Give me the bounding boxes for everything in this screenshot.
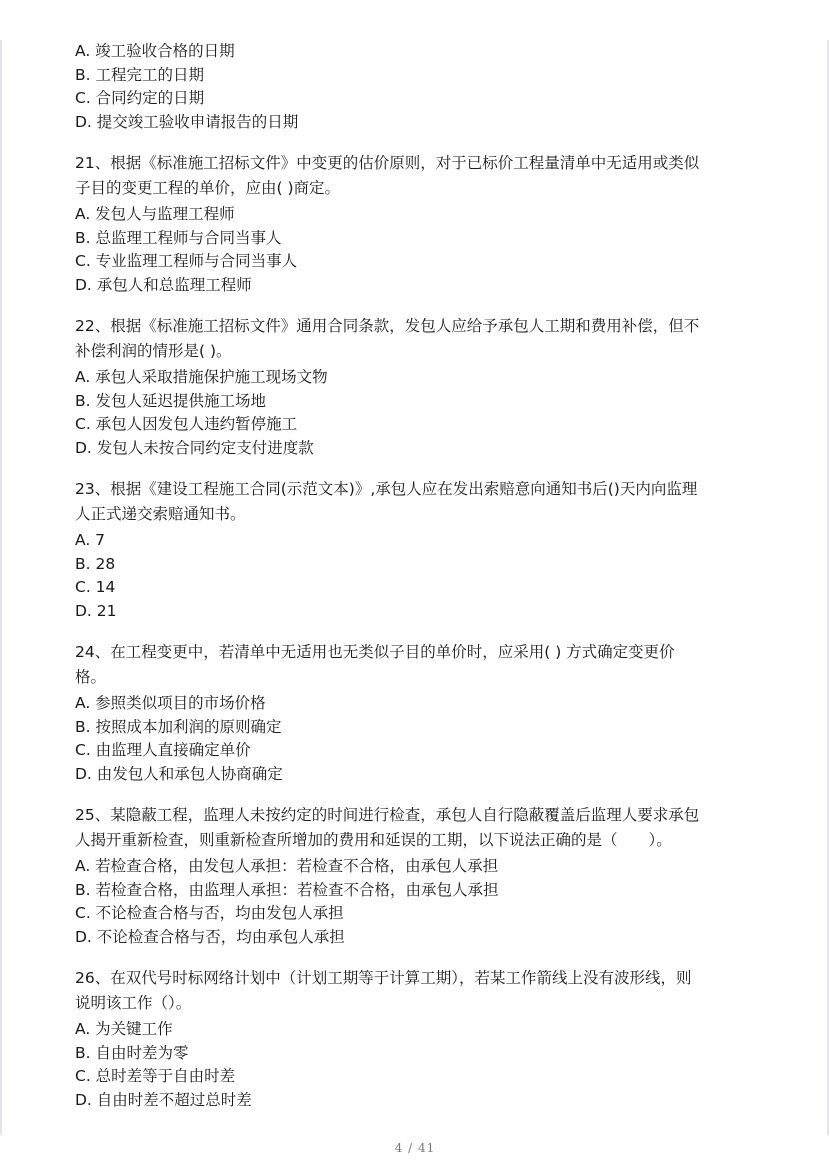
option-b: B. 总监理工程师与合同当事人 — [75, 228, 282, 247]
document-page-content — [75, 40, 765, 1129]
stem-line: 25、某隐蔽工程，监理人未按约定的时间进行检查，承包人自行隐蔽覆盖后监理人要求承包 — [75, 806, 700, 824]
option-a: A. 竣工验收合格的日期 — [75, 42, 235, 60]
stem-line: 22、根据《标准施工招标文件》通用合同条款，发包人应给予承包人工期和费用补偿，但不 — [75, 317, 700, 335]
stem-line: 格。 — [75, 668, 107, 686]
question-26 — [75, 966, 765, 1112]
stem-line: 21、根据《标准施工招标文件》中变更的估价原则，对于已标价工程量清单中无适用或类似 — [75, 154, 700, 172]
question-stem — [75, 640, 765, 690]
stem-line: 说明该工作（）。 — [75, 994, 192, 1012]
option-a: A. 参照类似项目的市场价格 — [75, 694, 266, 712]
option-a: A. 若检查合格，由发包人承担：若检查不合格，由承包人承担 — [75, 857, 499, 875]
question-stem — [75, 966, 765, 1016]
page-border-left — [0, 40, 2, 1135]
stem-line: 26、在双代号时标网络计划中（计划工期等于计算工期），若某工作箭线上没有波形线，则 — [75, 969, 692, 987]
option-a: A. 7 — [75, 531, 106, 549]
question-24 — [75, 640, 765, 786]
stem-line: 人揭开重新检查，则重新检查所增加的费用和延误的工期，以下说法正确的是（ ）。 — [75, 831, 672, 849]
option-d: D. 21 — [75, 601, 117, 620]
stem-line: 子目的变更工程的单价，应由( )商定。 — [75, 179, 341, 197]
option-a: A. 发包人与监理工程师 — [75, 205, 235, 223]
option-b: B. 按照成本加利润的原则确定 — [75, 717, 282, 736]
option-c: C. 不论检查合格与否，均由发包人承担 — [75, 904, 344, 922]
option-d: D. 由发包人和承包人协商确定 — [75, 764, 283, 783]
option-b: B. 28 — [75, 554, 116, 573]
option-c: C. 专业监理工程师与合同当事人 — [75, 252, 298, 270]
question-20-continuation — [75, 40, 765, 134]
option-a: A. 为关键工作 — [75, 1020, 173, 1038]
option-d: D. 自由时差不超过总时差 — [75, 1090, 252, 1109]
question-stem — [75, 803, 765, 853]
option-c: C. 承包人因发包人违约暂停施工 — [75, 415, 298, 433]
option-d: D. 承包人和总监理工程师 — [75, 275, 252, 294]
option-c: C. 由监理人直接确定单价 — [75, 741, 251, 759]
option-b: B. 自由时差为零 — [75, 1043, 189, 1062]
option-a: A. 承包人采取措施保护施工现场文物 — [75, 368, 328, 386]
option-c: C. 合同约定的日期 — [75, 89, 205, 107]
stem-line: 23、根据《建设工程施工合同(示范文本)》,承包人应在发出索赔意向通知书后()天内向监理 — [75, 480, 698, 498]
question-22 — [75, 314, 765, 460]
option-d: D. 不论检查合格与否，均由承包人承担 — [75, 927, 345, 946]
page-number-indicator: 4 / 41 — [394, 1141, 436, 1155]
stem-line: 补偿利润的情形是( )。 — [75, 342, 232, 360]
question-21 — [75, 151, 765, 297]
option-c: C. 14 — [75, 578, 116, 596]
stem-line: 人正式递交索赔通知书。 — [75, 505, 246, 523]
option-d: D. 提交竣工验收申请报告的日期 — [75, 112, 299, 131]
question-stem — [75, 151, 765, 201]
option-b: B. 若检查合格，由监理人承担：若检查不合格，由承包人承担 — [75, 880, 499, 899]
stem-line: 24、在工程变更中，若清单中无适用也无类似子目的单价时，应采用( ) 方式确定变更价 — [75, 643, 675, 661]
option-c: C. 总时差等于自由时差 — [75, 1067, 236, 1085]
question-23 — [75, 477, 765, 623]
option-b: B. 发包人延迟提供施工场地 — [75, 391, 266, 410]
option-d: D. 发包人未按合同约定支付进度款 — [75, 438, 314, 457]
question-25 — [75, 803, 765, 949]
option-b: B. 工程完工的日期 — [75, 65, 204, 84]
question-stem — [75, 477, 765, 527]
page-border-right — [827, 40, 829, 1135]
question-stem — [75, 314, 765, 364]
